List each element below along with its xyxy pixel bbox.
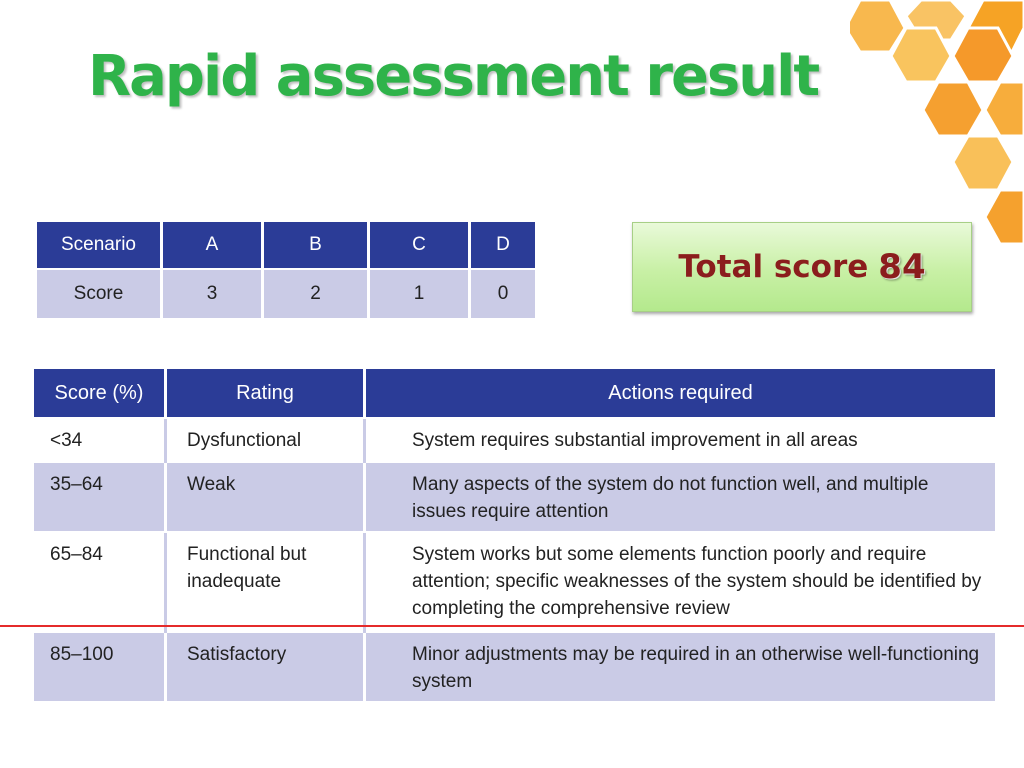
threshold-line	[0, 625, 1024, 627]
scenario-score-cell: Score	[37, 269, 162, 318]
rating-action-cell: System requires substantial improvement in all areas	[365, 418, 996, 462]
rating-row	[34, 418, 995, 462]
scenario-score-cell: 1	[369, 269, 470, 318]
honeycomb-cell	[985, 190, 1024, 244]
rating-action-cell: Minor adjustments may be required in an otherwise well-functioning system	[365, 632, 996, 701]
rating-score-cell: 85–100	[34, 632, 166, 701]
scenario-score-table	[37, 222, 535, 318]
total-score-box	[632, 222, 972, 312]
rating-table	[34, 369, 995, 701]
scenario-header-cell: D	[470, 222, 536, 269]
scenario-score-row	[37, 269, 535, 318]
honeycomb-decoration	[850, 0, 1024, 250]
rating-score-cell: 65–84	[34, 532, 166, 632]
rating-action-cell: System works but some elements function poorly and require attention; specific weaknesses of the system should be identified by completing the comprehensive review	[365, 532, 996, 632]
total-score-label: Total score	[678, 249, 869, 285]
honeycomb-cell	[953, 28, 1013, 82]
rating-row	[34, 632, 995, 701]
scenario-score-cell: 3	[162, 269, 263, 318]
rating-row	[34, 532, 995, 632]
scenario-header-row	[37, 222, 535, 269]
scenario-score-cell: 0	[470, 269, 536, 318]
total-score-value: 84	[878, 247, 926, 287]
rating-label-cell: Dysfunctional	[166, 418, 365, 462]
scenario-score-cell: 2	[263, 269, 369, 318]
rating-row	[34, 462, 995, 532]
rating-header-row	[34, 369, 995, 418]
honeycomb-cell	[953, 136, 1013, 190]
rating-header-cell: Actions required	[365, 369, 996, 418]
honeycomb-cell	[985, 82, 1024, 136]
scenario-header-cell: Scenario	[37, 222, 162, 269]
rating-label-cell: Weak	[166, 462, 365, 532]
rating-score-cell: 35–64	[34, 462, 166, 532]
scenario-header-cell: C	[369, 222, 470, 269]
rating-header-cell: Score (%)	[34, 369, 166, 418]
rating-label-cell: Satisfactory	[166, 632, 365, 701]
scenario-header-cell: B	[263, 222, 369, 269]
honeycomb-cell	[891, 28, 951, 82]
rating-action-cell: Many aspects of the system do not function well, and multiple issues require attention	[365, 462, 996, 532]
scenario-header-cell: A	[162, 222, 263, 269]
honeycomb-cell	[923, 82, 983, 136]
rating-score-cell: <34	[34, 418, 166, 462]
rating-header-cell: Rating	[166, 369, 365, 418]
slide-title: Rapid assessment result	[88, 44, 819, 109]
rating-label-cell: Functional but inadequate	[166, 532, 365, 632]
